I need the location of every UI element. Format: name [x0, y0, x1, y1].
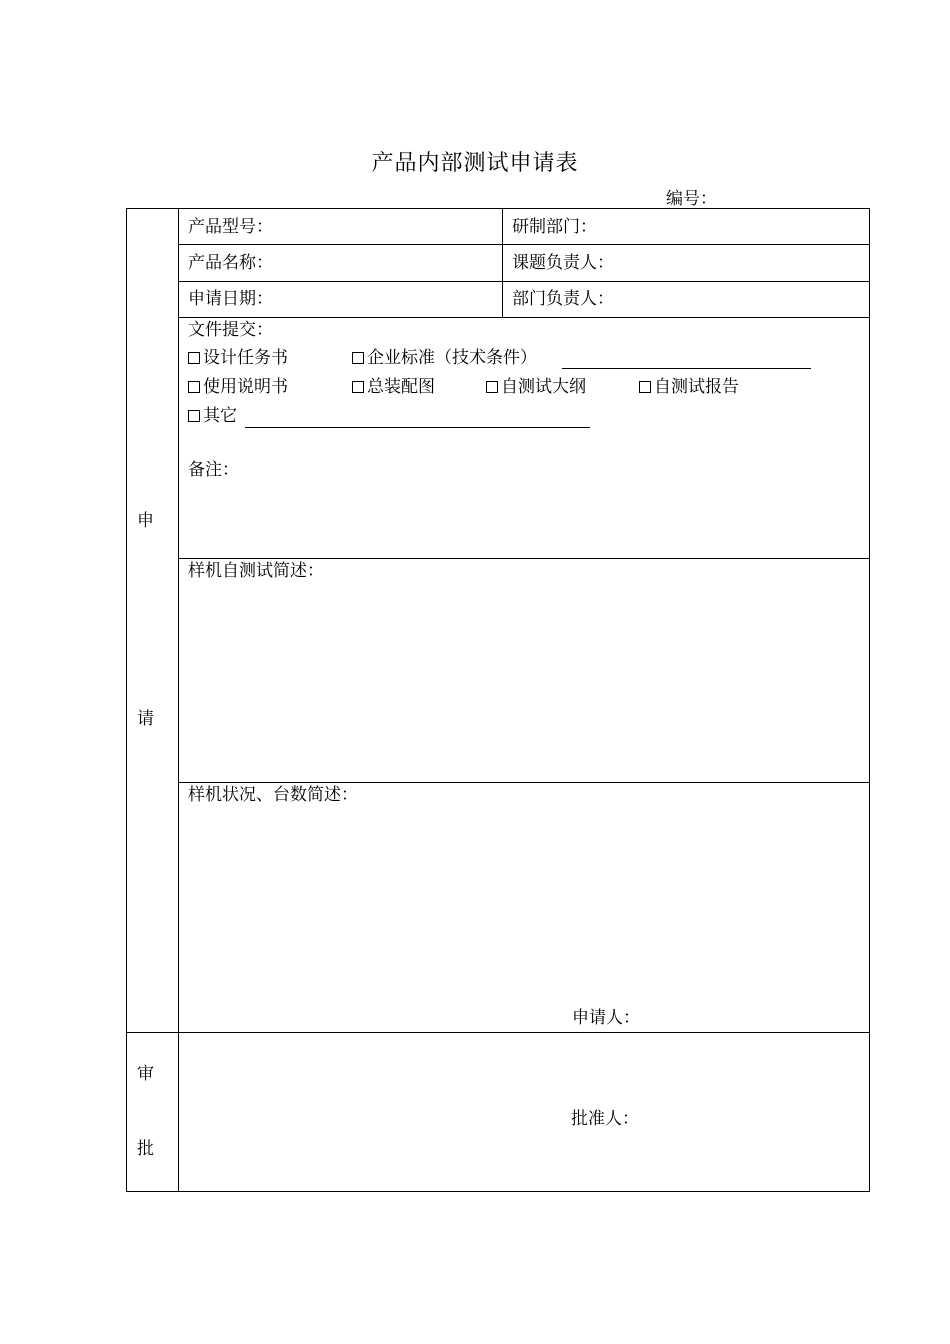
side-label-apply-2: 请 — [137, 709, 154, 729]
row-divider — [178, 244, 870, 245]
checkbox-square-icon[interactable] — [188, 381, 200, 393]
self-test-summary-label: 样机自测试简述： — [188, 561, 324, 581]
checkbox-label: 总装配图 — [367, 377, 435, 397]
row-divider — [178, 558, 870, 559]
prototype-status-label: 样机状况、台数简述： — [188, 785, 358, 805]
checkbox-enterprise-standard[interactable] — [352, 348, 537, 368]
field-column-divider — [502, 209, 503, 318]
checkbox-label: 自测试大纲 — [501, 377, 586, 397]
row-divider — [178, 782, 870, 783]
form-title: 产品内部测试申请表 — [371, 151, 579, 176]
department-lead-label: 部门负责人： — [512, 289, 614, 309]
checkbox-user-manual[interactable] — [188, 377, 288, 397]
checkbox-square-icon[interactable] — [352, 381, 364, 393]
checkbox-design-task[interactable] — [188, 348, 288, 368]
checkbox-label: 使用说明书 — [203, 377, 288, 397]
checkbox-square-icon[interactable] — [352, 352, 364, 364]
checkbox-square-icon[interactable] — [188, 352, 200, 364]
checkbox-label: 设计任务书 — [203, 348, 288, 368]
document-submission-label: 文件提交： — [188, 320, 273, 340]
application-date-label: 申请日期： — [188, 289, 273, 309]
rd-department-label: 研制部门： — [512, 217, 597, 237]
row-divider — [178, 281, 870, 282]
checkbox-label: 其它 — [203, 406, 237, 426]
checkbox-self-test-report[interactable] — [639, 377, 739, 397]
project-lead-label: 课题负责人： — [512, 253, 614, 273]
checkbox-square-icon[interactable] — [188, 410, 200, 422]
checkbox-assembly-drawing[interactable] — [352, 377, 435, 397]
product-name-label: 产品名称： — [188, 253, 273, 273]
applicant-label: 申请人： — [572, 1008, 640, 1028]
remarks-label: 备注： — [188, 460, 239, 480]
side-column-divider — [178, 209, 179, 1191]
side-label-approve-2: 批 — [137, 1139, 154, 1159]
side-label-approve-1: 审 — [137, 1064, 154, 1084]
application-form-table — [126, 208, 870, 1192]
checkbox-self-test-outline[interactable] — [486, 377, 586, 397]
side-label-apply-1: 申 — [137, 511, 154, 531]
checkbox-label: 企业标准（技术条件） — [367, 348, 537, 368]
checkbox-square-icon[interactable] — [639, 381, 651, 393]
row-divider — [178, 317, 870, 318]
section-divider — [127, 1032, 869, 1033]
checkbox-other[interactable] — [188, 406, 237, 426]
approver-label: 批准人： — [571, 1109, 639, 1129]
checkbox-square-icon[interactable] — [486, 381, 498, 393]
enterprise-standard-underline — [562, 368, 811, 369]
other-underline — [245, 427, 590, 428]
serial-number-label: 编号： — [666, 189, 717, 209]
product-model-label: 产品型号： — [188, 217, 273, 237]
checkbox-label: 自测试报告 — [654, 377, 739, 397]
